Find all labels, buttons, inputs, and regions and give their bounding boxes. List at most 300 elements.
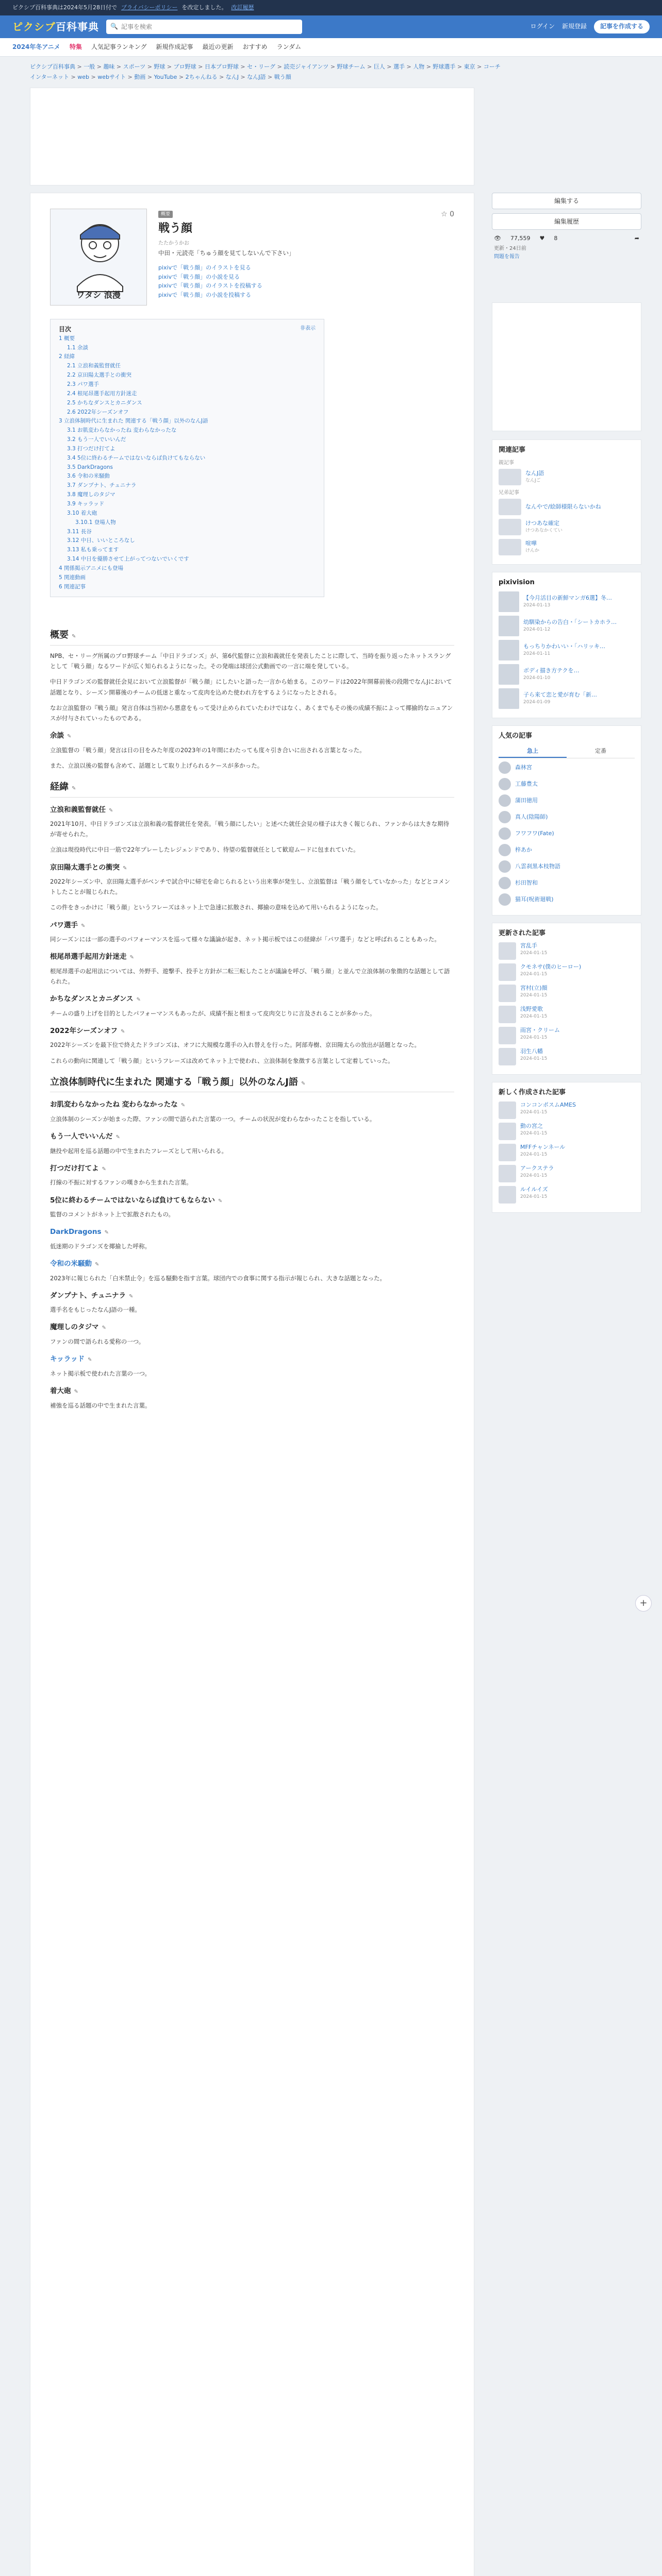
- toc-link[interactable]: 3.5 DarkDragons: [67, 464, 113, 470]
- add-float-button[interactable]: +: [635, 1595, 652, 1612]
- breadcrumb-separator: >: [114, 63, 123, 70]
- new-item-text: [520, 1165, 554, 1182]
- breadcrumb-link[interactable]: スポーツ: [123, 63, 146, 70]
- toc-title: 目次: [59, 325, 72, 333]
- related-item[interactable]: [499, 499, 635, 515]
- edit-pencil-icon[interactable]: ✎: [136, 997, 141, 1003]
- updated-item-title: 宮村(立)顔: [520, 984, 548, 991]
- breadcrumb-separator: >: [145, 63, 154, 70]
- related-title: なんJ語: [525, 470, 544, 477]
- breadcrumb-separator: >: [424, 63, 433, 70]
- subsection-heading: [50, 1163, 454, 1175]
- nav-new[interactable]: 新規作成記事: [156, 43, 193, 50]
- related-meta: なんJご: [525, 478, 541, 484]
- breadcrumb-separator: >: [126, 73, 135, 80]
- popular-articles-panel: [492, 725, 641, 916]
- share-icon[interactable]: ➦: [634, 234, 639, 242]
- breadcrumb-separator: >: [75, 63, 84, 70]
- toc-link[interactable]: 3.13 私も乗ってます: [67, 547, 119, 553]
- toc-link[interactable]: 3.9 キッラッド: [67, 500, 105, 507]
- subsection-title: 余談: [50, 731, 64, 740]
- subsection-title: パワ選手: [50, 921, 78, 929]
- breadcrumb-separator: >: [177, 73, 186, 80]
- logo-main: ピクシブ: [12, 21, 56, 33]
- breadcrumb-link[interactable]: プロ野球: [173, 63, 196, 70]
- popular-item[interactable]: [499, 893, 635, 906]
- new-item[interactable]: [499, 1186, 635, 1204]
- title-reading: たたかうかお: [158, 240, 189, 246]
- edit-pencil-icon[interactable]: ✎: [129, 1293, 134, 1299]
- edit-pencil-icon[interactable]: ✎: [87, 1357, 92, 1363]
- pixivision-date: 2024-01-10: [523, 675, 551, 681]
- edit-pencil-icon[interactable]: ✎: [121, 1028, 125, 1035]
- paragraph: 2023年に報じられた「白米禁止令」を巡る騒動を指す言葉。球団内での食事に関する指示が報じられ、大きな話題となった。: [50, 1274, 386, 1282]
- breadcrumb-link[interactable]: なんJ語: [247, 73, 266, 80]
- site-logo[interactable]: [12, 19, 99, 35]
- related-articles-panel: [492, 439, 641, 565]
- subsection-heading: [50, 1026, 454, 1037]
- popular-title: 猫耳(呪術廻戦): [515, 896, 554, 903]
- breadcrumb-link[interactable]: 巨人: [373, 63, 385, 70]
- nav-winter-anime[interactable]: 2024年冬アニメ: [12, 43, 60, 50]
- breadcrumb-separator: >: [89, 73, 98, 80]
- breadcrumb-link[interactable]: 読売ジャイアンツ: [284, 63, 329, 70]
- updated-item-title: クモネサ(僕のヒーロー): [520, 963, 582, 970]
- toc-link[interactable]: 3.2 もう一人でいいんだ: [67, 436, 126, 443]
- breadcrumb-separator: >: [165, 63, 174, 70]
- breadcrumb-separator: >: [455, 63, 464, 70]
- toc-item: [59, 546, 316, 555]
- subsection-title: もう一人でいいんだ: [50, 1132, 113, 1141]
- new-item-thumbnail: [499, 1144, 516, 1161]
- toc-link[interactable]: 3.8 魔理しのタジマ: [67, 492, 115, 498]
- paragraph: 監督のコメントがネット上で拡散されたもの。: [50, 1211, 175, 1218]
- popular-item[interactable]: [499, 811, 635, 823]
- breadcrumb-link[interactable]: 日本プロ野球: [204, 63, 239, 70]
- subsection-title: 根尾昂選手起用方針迷走: [50, 953, 127, 961]
- paragraph: 同シーズンには一部の選手のパフォーマンスを巡って様々な議論が起き、ネット掲示板ではこの経緯が「パワ選手」などと呼ばれることもあった。: [50, 936, 440, 943]
- toc-item: [59, 528, 316, 537]
- new-item[interactable]: [499, 1123, 635, 1140]
- new-item-text: [520, 1123, 547, 1140]
- pixiv-related-link[interactable]: pixivで「戦う顔」のイラストを見る: [158, 264, 251, 272]
- sidebar-ad-slot: [492, 302, 641, 431]
- paragraph: ネット掲示板で使われた言葉の一つ。: [50, 1369, 151, 1377]
- subsection-heading: [50, 862, 454, 874]
- section-title: 概要: [50, 630, 69, 641]
- popular-item[interactable]: [499, 860, 635, 873]
- pixivision-item[interactable]: [499, 616, 635, 636]
- toc-link[interactable]: 5 関連動画: [59, 574, 86, 581]
- related-meta: けんか: [525, 548, 540, 554]
- paragraph: 根尾昂選手の起用法については、外野手、遊撃手、投手と方針が二転三転したことが議論を呼び、「戦う顔」と並んで立浪体制の象徴的な話題として語られた。: [50, 967, 450, 985]
- table-of-contents: [50, 319, 324, 598]
- avatar: [499, 877, 511, 889]
- toc-link[interactable]: 3.10 着大砲: [67, 510, 97, 516]
- updated-item[interactable]: [499, 1027, 635, 1044]
- section-heading: [50, 628, 454, 646]
- toc-item: [59, 463, 316, 472]
- nav-recommend[interactable]: おすすめ: [242, 43, 268, 50]
- search-input[interactable]: [121, 23, 298, 30]
- pixivision-title: もっちりかわいい・「ハリッキ…: [523, 643, 606, 650]
- pixivision-item[interactable]: [499, 664, 635, 685]
- toc-link[interactable]: 2.3 パワ選手: [67, 381, 100, 387]
- edit-pencil-icon[interactable]: ✎: [72, 785, 76, 791]
- avatar: [499, 761, 511, 774]
- toc-link[interactable]: 3.11 長谷: [67, 528, 92, 535]
- toc-link[interactable]: 3.1 お肌変わらなかったね 変わらなかったな: [67, 427, 177, 434]
- bookmark-count: 0: [450, 210, 454, 218]
- edit-pencil-icon[interactable]: ✎: [115, 1134, 120, 1141]
- view-count: 77,559: [510, 234, 531, 242]
- panel-title: 新しく作成された記事: [499, 1088, 566, 1096]
- updated-item[interactable]: [499, 942, 635, 960]
- page-title: 戦う顔: [158, 222, 193, 235]
- toc-link[interactable]: 3 立浪体制時代に生まれた 関連する「戦う顔」以外のなんJ語: [59, 418, 208, 425]
- subsection-heading: [50, 1099, 454, 1111]
- updated-item-date: 2024-01-15: [520, 950, 548, 956]
- toc-link[interactable]: 3.7 ダンプナト、チュニナラ: [67, 482, 137, 489]
- toc-item: [59, 518, 316, 528]
- toc-link[interactable]: 3.14 中日を優勝させて上がってつないでいくです: [67, 556, 189, 563]
- edit-pencil-icon[interactable]: ✎: [104, 1230, 109, 1236]
- related-text: [525, 503, 601, 511]
- popular-item[interactable]: [499, 877, 635, 889]
- related-title: なんやで/絵師様限らないかね: [525, 503, 601, 510]
- subsection-heading: [50, 994, 454, 1005]
- bookmark-icon[interactable]: ☆ 0: [441, 210, 454, 218]
- updated-item-thumbnail: [499, 1027, 516, 1044]
- tab-classic[interactable]: 定番: [595, 747, 606, 754]
- edit-pencil-icon[interactable]: ✎: [81, 923, 86, 929]
- paragraph: 低迷期のドラゴンズを揶揄した呼称。: [50, 1242, 151, 1250]
- updated-item-thumbnail: [499, 1006, 516, 1023]
- subsection-title: DarkDragons: [50, 1228, 102, 1236]
- breadcrumb-link[interactable]: コーチ: [483, 63, 501, 70]
- subsection-title: お肌変わらなかったね 変わらなかったな: [50, 1100, 178, 1109]
- related-item[interactable]: [499, 469, 635, 485]
- signup-link[interactable]: 新規登録: [561, 23, 587, 30]
- new-item-thumbnail: [499, 1101, 516, 1119]
- updated-item[interactable]: [499, 985, 635, 1002]
- article-main: [30, 193, 474, 2576]
- subsection-title: 5位に終わるチームではないならば負けてもならない: [50, 1196, 215, 1205]
- breadcrumb-link[interactable]: 野球: [154, 63, 166, 70]
- paragraph: 2022年シーズン中、京田陽太選手がベンチで試合中に帰宅を命じられるという出来事が発生し、立浪監督は「戦う顔をしていなかった」などとコメントしたことが報じられた。: [50, 878, 451, 896]
- toc-link[interactable]: 4 関係掲示アニメにも登場: [59, 565, 123, 571]
- nav-recent[interactable]: 最近の更新: [202, 43, 234, 50]
- toc-link[interactable]: 3.4 5位に終わるチームではないならば負けてもならない: [67, 454, 206, 461]
- nav-feature[interactable]: 特集: [69, 43, 82, 50]
- updated-item[interactable]: [499, 1006, 635, 1023]
- breadcrumb-link[interactable]: web: [77, 73, 89, 80]
- toc-item: [59, 564, 316, 573]
- article-header: [50, 209, 454, 306]
- paragraph: チームの盛り上げを目的としたパフォーマンスもあったが、成績不振と相まって皮肉交じりに言及されることが多かった。: [50, 1009, 376, 1017]
- nav-random[interactable]: ランダム: [276, 43, 302, 50]
- breadcrumb-link[interactable]: 人物: [413, 63, 425, 70]
- updated-item-thumbnail: [499, 963, 516, 981]
- subsection-heading: [50, 920, 454, 931]
- updated-item-date: 2024-01-15: [520, 992, 548, 998]
- updated-item-text: [520, 942, 547, 960]
- section-heading: [50, 780, 454, 798]
- subsection-heading: [50, 805, 454, 816]
- breadcrumb-link[interactable]: 一般: [84, 63, 95, 70]
- edit-pencil-icon[interactable]: ✎: [102, 1325, 106, 1331]
- subsection-title: 2022年シーズンオフ: [50, 1026, 118, 1035]
- create-article-button[interactable]: 記事を作成する: [594, 20, 650, 33]
- new-articles-panel: [492, 1082, 641, 1213]
- subsection-title: 令和の米騒動: [50, 1260, 92, 1268]
- report-link[interactable]: 問題を報告: [494, 254, 520, 260]
- updated-item-text: [520, 1006, 547, 1023]
- new-item-text: [520, 1101, 576, 1119]
- breadcrumb-link[interactable]: 2ちゃんねる: [185, 73, 218, 80]
- new-list: [499, 1101, 635, 1204]
- breadcrumb-link[interactable]: 戦う顔: [274, 73, 291, 80]
- pixivision-thumbnail: [499, 664, 519, 685]
- paragraph: 中日ドラゴンズの監督就任会見において立浪監督が「戦う顔」にしたいと語った一言から始まる。このワードは2022年開幕前後の段階でなんJにおいて話題となり、シーズン開幕後のチームの低迷と重なって皮肉を込めた使われ方をするようになったとされる。: [50, 678, 452, 696]
- toc-link[interactable]: 2.5 かちなダンスとカニダンス: [67, 399, 142, 406]
- edit-pencil-icon[interactable]: ✎: [74, 1388, 78, 1395]
- article-thumbnail[interactable]: [50, 209, 147, 306]
- sub-navigation: [0, 38, 662, 57]
- paragraph: 2021年10月、中日ドラゴンズは立浪和義の監督就任を発表。「戦う顔にしたい」と述べた就任会見の様子は大きく報じられ、ファンからは大きな期待が寄せられた。: [50, 820, 450, 838]
- edit-pencil-icon[interactable]: ✎: [180, 1103, 186, 1109]
- search-box: [106, 20, 302, 34]
- subsection-title: 立浪和義監督就任: [50, 805, 106, 814]
- breadcrumb-link[interactable]: なんJ: [225, 73, 239, 80]
- toc-item: [59, 352, 316, 362]
- paragraph: 選手名をもじったなんJ語の一種。: [50, 1306, 141, 1314]
- avatar: [499, 811, 511, 823]
- popular-item[interactable]: [499, 794, 635, 807]
- toc-item: [59, 334, 316, 344]
- toc-item: [59, 371, 316, 380]
- updated-info: 更新・24日前: [494, 246, 526, 252]
- privacy-policy-link[interactable]: プライバシーポリシー: [121, 4, 178, 11]
- edit-pencil-icon[interactable]: ✎: [301, 1080, 306, 1087]
- subsection-heading: [50, 1131, 454, 1143]
- pixivision-list: [499, 591, 635, 709]
- updated-item[interactable]: [499, 963, 635, 981]
- breadcrumb-link[interactable]: 趣味: [103, 63, 115, 70]
- like-icon[interactable]: ♥: [539, 234, 545, 242]
- subsection-heading: [50, 1195, 454, 1207]
- new-item-title: 動の宮之: [520, 1122, 543, 1129]
- toc-link[interactable]: 3.6 令和の米騒動: [67, 473, 110, 480]
- login-link[interactable]: ログイン: [530, 23, 555, 30]
- updated-item[interactable]: [499, 1048, 635, 1065]
- edit-pencil-icon[interactable]: ✎: [95, 1262, 100, 1268]
- sibling-label: 兄弟記事: [499, 489, 519, 496]
- toc-item: [59, 389, 316, 399]
- updated-item-text: [520, 963, 581, 981]
- paragraph: 打線の不振に対するファンの嘆きから生まれた言葉。: [50, 1179, 192, 1187]
- toc-link[interactable]: 1 概要: [59, 335, 75, 342]
- related-text: [525, 540, 539, 554]
- related-item[interactable]: [499, 539, 635, 555]
- pixivision-date: 2024-01-09: [523, 700, 551, 705]
- toc-item: [59, 344, 316, 353]
- breadcrumb-link[interactable]: ピクシブ百科事典: [30, 63, 75, 70]
- breadcrumb-separator: >: [196, 63, 205, 70]
- toc-link[interactable]: 2.2 京田陽太選手との衝突: [67, 372, 132, 379]
- notice-bar: [0, 0, 662, 15]
- toc-item: [59, 426, 316, 435]
- paragraph: 補強を巡る話題の中で生まれた言葉。: [50, 1401, 151, 1409]
- new-item-title: ルイルイズ: [520, 1185, 548, 1193]
- toc-link[interactable]: 6 関連記事: [59, 583, 86, 590]
- subsection-title: 京田陽太選手との衝突: [50, 863, 120, 872]
- site-header: [0, 15, 662, 38]
- section-heading: [50, 1075, 454, 1093]
- related-thumbnail: [499, 519, 521, 535]
- pixivision-item[interactable]: [499, 640, 635, 660]
- subsection-title: 魔理しのタジマ: [50, 1323, 99, 1332]
- paragraph: 継投や起用を巡る話題の中で生まれたフレーズとして用いられる。: [50, 1147, 227, 1155]
- subsection-heading: [50, 1322, 454, 1333]
- notice-text: ピクシブ百科事典は2024年5月28日付で: [12, 4, 117, 11]
- new-item[interactable]: [499, 1165, 635, 1182]
- panel-title: 関連記事: [499, 446, 526, 454]
- edit-pencil-icon[interactable]: ✎: [67, 733, 72, 739]
- nav-ranking[interactable]: 人気記事ランキング: [91, 43, 147, 50]
- toc-item: [59, 417, 316, 426]
- popular-list: [499, 761, 635, 906]
- popular-title: 八雲刹黒本枝物語: [515, 863, 560, 870]
- pixivision-item[interactable]: [499, 688, 635, 709]
- new-item-date: 2024-01-15: [520, 1173, 548, 1178]
- toc-link[interactable]: 2.6 2022年シーズンオフ: [67, 409, 129, 415]
- toc-link[interactable]: 1.1 余談: [67, 344, 89, 351]
- toc-item: [59, 380, 316, 389]
- pixiv-related-link[interactable]: pixivで「戦う顔」の小説を見る: [158, 273, 240, 280]
- related-item[interactable]: [499, 519, 635, 535]
- breadcrumb-link[interactable]: 野球チーム: [337, 63, 366, 70]
- popular-item[interactable]: [499, 778, 635, 790]
- pixivision-title: 子ら来て恋と愛が育む「新…: [523, 691, 597, 699]
- updated-item-text: [520, 1048, 547, 1065]
- new-item-thumbnail: [499, 1165, 516, 1182]
- paragraph: なお立浪監督の『戦う顔』発言自体は当初から悪意をもって受け止められていたわけではなく、あくまでもその後の成績不振によって揶揄的なニュアンスが付与されていったものである。: [50, 704, 453, 722]
- search-icon: 🔍: [110, 23, 118, 30]
- new-item[interactable]: [499, 1144, 635, 1161]
- toc-link[interactable]: 2 経緯: [59, 353, 75, 360]
- pixivision-date: 2024-01-13: [523, 603, 551, 608]
- edit-pencil-icon[interactable]: ✎: [109, 807, 113, 814]
- breadcrumb-separator: >: [404, 63, 413, 70]
- updated-item-text: [520, 985, 548, 1002]
- edit-pencil-icon[interactable]: ✎: [72, 634, 76, 640]
- breadcrumb-link[interactable]: 選手: [393, 63, 405, 70]
- popular-item[interactable]: [499, 827, 635, 840]
- breadcrumb-separator: >: [266, 73, 274, 80]
- breadcrumb-link[interactable]: 東京: [464, 63, 475, 70]
- updated-item-thumbnail: [499, 1048, 516, 1065]
- toc-link[interactable]: 3.10.1 登場人物: [75, 519, 116, 526]
- toc-toggle[interactable]: 非表示: [300, 325, 316, 331]
- related-title: 喧嘩: [525, 540, 537, 547]
- paragraph: 立浪体制のシーズンが始まった際、ファンの間で語られた言葉の一つ。チームの状況が変わらなかったことを指している。: [50, 1115, 376, 1123]
- edit-pencil-icon[interactable]: ✎: [129, 955, 134, 961]
- pixiv-related-links: [158, 263, 454, 299]
- pixivision-date: 2024-01-11: [523, 651, 551, 657]
- breadcrumb-link[interactable]: セ・リーグ: [247, 63, 276, 70]
- related-thumbnail: [499, 469, 521, 485]
- edit-pencil-icon[interactable]: ✎: [218, 1198, 223, 1204]
- popular-item[interactable]: [499, 761, 635, 774]
- sidebar: [492, 193, 641, 2576]
- section-title: 経緯: [50, 781, 69, 792]
- updated-item-date: 2024-01-15: [520, 1013, 548, 1019]
- toc-link[interactable]: 3.12 中日、いいところなし: [67, 537, 135, 544]
- new-item-title: MFFチャンネール: [520, 1143, 566, 1150]
- pixiv-related-link[interactable]: pixivで「戦う顔」の小説を投稿する: [158, 291, 252, 298]
- toc-link[interactable]: 3.3 打つだけ打てよ: [67, 445, 115, 452]
- edit-history-button[interactable]: 編集履歴: [492, 213, 641, 230]
- toc-link[interactable]: 2.1 立浪和義監督就任: [67, 363, 121, 369]
- pixivision-date: 2024-01-12: [523, 627, 551, 633]
- pixivision-item[interactable]: [499, 591, 635, 612]
- breadcrumb-link[interactable]: webサイト: [97, 73, 126, 80]
- edit-pencil-icon[interactable]: ✎: [102, 1166, 106, 1172]
- breadcrumb-separator: >: [217, 73, 226, 80]
- breadcrumb-link[interactable]: 動画: [134, 73, 146, 80]
- revision-history-link[interactable]: 改訂履歴: [231, 4, 254, 11]
- toc-list: [59, 334, 316, 592]
- popular-title: 杉田智和: [515, 879, 538, 887]
- new-item-title: コンコンポスムAMES: [520, 1101, 576, 1108]
- new-item[interactable]: [499, 1101, 635, 1119]
- popular-item[interactable]: [499, 844, 635, 856]
- updated-item-thumbnail: [499, 942, 516, 960]
- new-item-date: 2024-01-15: [520, 1151, 548, 1157]
- toc-item: [59, 399, 316, 408]
- article-description: 中田・元読売「ちゅう顔を見てしないんで下さい」: [158, 249, 295, 257]
- breadcrumb-separator: >: [275, 63, 284, 70]
- avatar: [499, 827, 511, 840]
- paragraph: 2022年シーズンを最下位で終えたドラゴンズは、オフに大規模な選手の入れ替えを行った。阿部寿樹、京田陽太らの放出が話題となった。: [50, 1041, 420, 1049]
- breadcrumb-link[interactable]: YouTube: [154, 73, 177, 80]
- edit-pencil-icon[interactable]: ✎: [123, 865, 127, 871]
- subsection-title: ダンプナト、チュニナラ: [50, 1291, 126, 1300]
- toc-item: [59, 573, 316, 583]
- toc-link[interactable]: 2.4 根尾昂選手起用方針迷走: [67, 390, 137, 397]
- subsection-heading: [50, 1227, 454, 1238]
- breadcrumb-separator: >: [365, 63, 374, 70]
- new-item-text: [520, 1144, 565, 1161]
- pixivision-thumbnail: [499, 616, 519, 636]
- pixivision-text: [523, 619, 617, 633]
- paragraph: NPB、セ・リーグ所属のプロ野球チーム「中日ドラゴンズ」が、第6代監督に立浪和義就任を発表したことに際して、当時を振り返ったネットスラングとして「戦う顔」なるワードが広く知られるようになった。その発端は球団公式動画での一言に端を発している。: [50, 652, 451, 670]
- subsection-heading: [50, 952, 454, 963]
- new-item-text: [520, 1186, 548, 1204]
- edit-button[interactable]: 編集する: [492, 193, 641, 209]
- category-badge: 概要: [158, 211, 173, 218]
- breadcrumb-link[interactable]: インターネット: [30, 73, 70, 80]
- pixivision-text: [523, 691, 597, 705]
- breadcrumb-link[interactable]: 野球選手: [433, 63, 456, 70]
- pixivision-thumbnail: [499, 640, 519, 660]
- pixiv-related-link[interactable]: pixivで「戦う顔」のイラストを投稿する: [158, 282, 262, 290]
- pixivision-title: 【今月活目の新鮮マンガ6選】冬…: [523, 595, 612, 602]
- toc-item: [59, 500, 316, 509]
- tab-trending[interactable]: 急上: [499, 745, 567, 758]
- updated-articles-panel: [492, 923, 641, 1075]
